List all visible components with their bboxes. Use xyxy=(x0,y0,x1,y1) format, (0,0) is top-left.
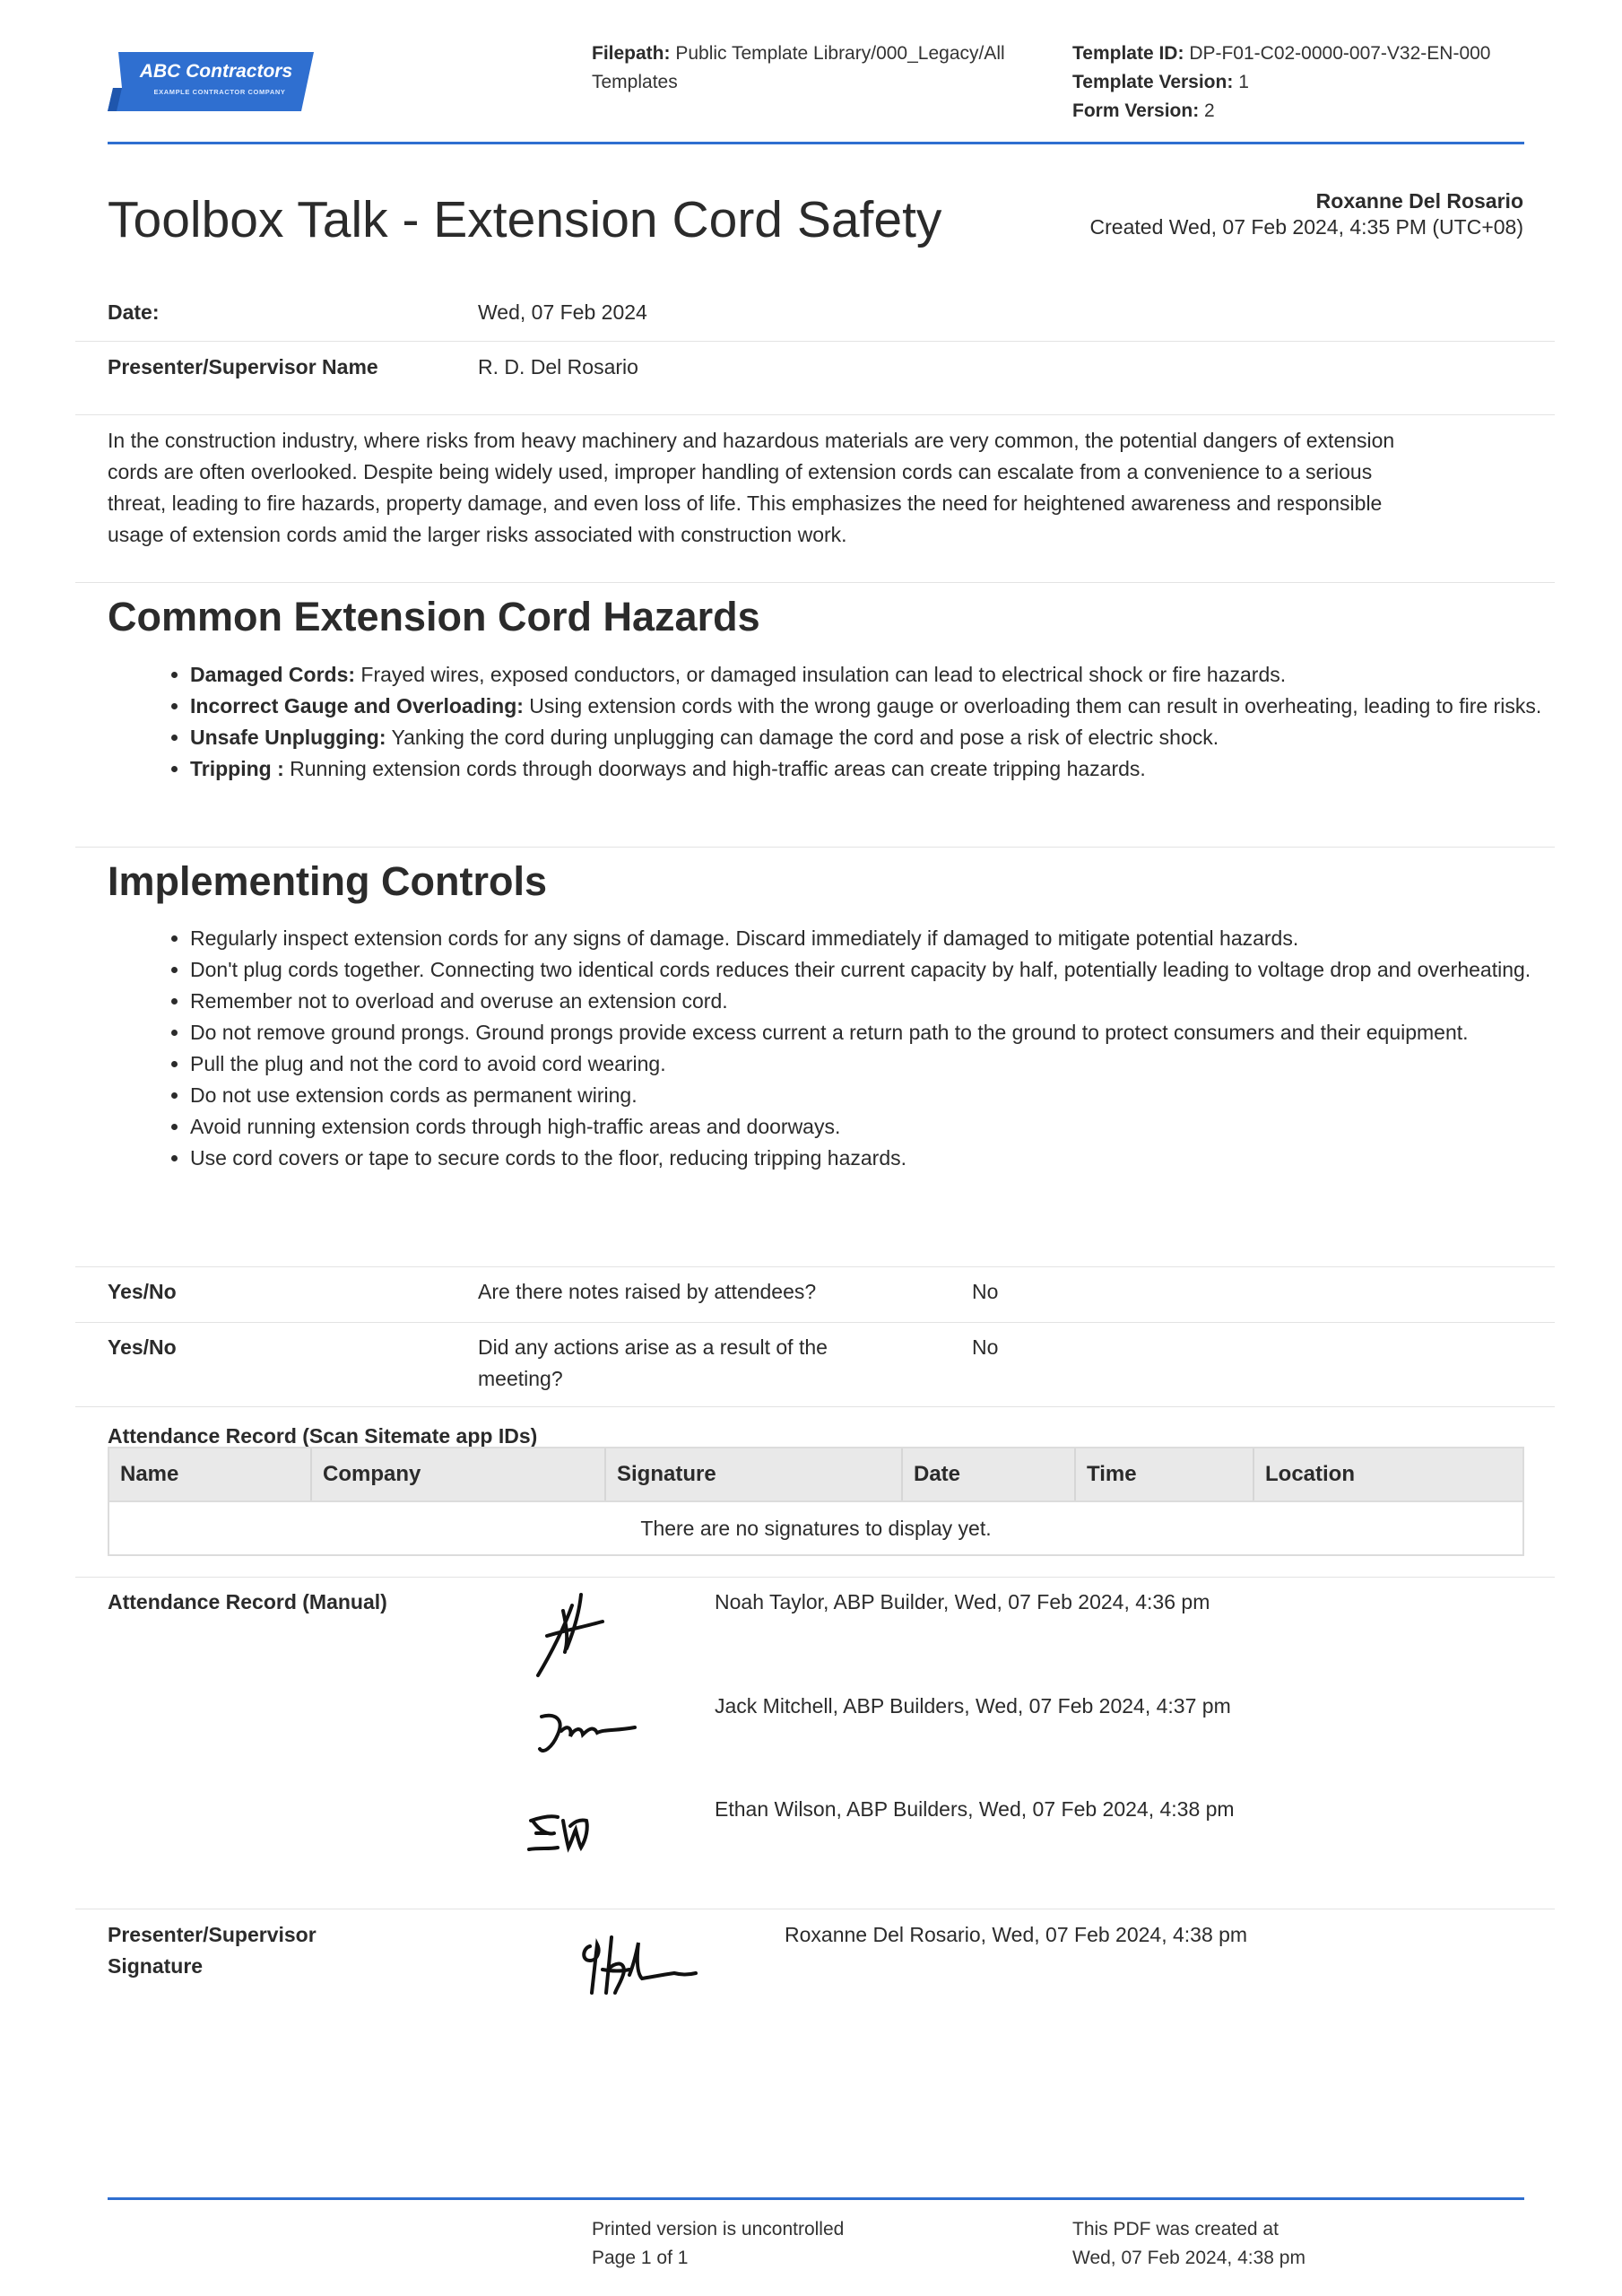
controls-heading: Implementing Controls xyxy=(108,858,548,904)
question-answer: No xyxy=(972,1335,999,1359)
page-number: Page 1 of 1 xyxy=(592,2248,689,2268)
hazard-text: Running extension cords through doorways and high-traffic areas can create tripping hazards. xyxy=(283,757,1146,780)
presenter-signature-label xyxy=(108,1919,317,1982)
date-label: Date: xyxy=(108,300,160,324)
attendance-scan-title: Attendance Record (Scan Sitemate app IDs) xyxy=(108,1424,538,1448)
hazards-list xyxy=(108,659,1607,785)
list-item: • Remember not to overload and overuse an extension cord. xyxy=(190,986,1607,1017)
list-item: • Don't plug cords together. Connecting two identical cords reduces their current capacity by half, potentially leading to voltage drop and overheating. xyxy=(190,954,1607,986)
row-divider xyxy=(75,341,1555,342)
column-header-time: Time xyxy=(1076,1448,1254,1500)
column-header-company: Company xyxy=(312,1448,606,1500)
signature-ethan-wilson xyxy=(524,1808,604,1862)
intro-paragraph xyxy=(108,425,1524,551)
row-divider xyxy=(75,414,1555,415)
row-divider xyxy=(75,1406,1555,1407)
column-header-signature: Signature xyxy=(606,1448,903,1500)
header-divider xyxy=(108,142,1524,144)
form-version-value: 2 xyxy=(1204,100,1215,121)
column-header-name: Name xyxy=(109,1448,312,1500)
logo-tagline: EXAMPLE CONTRACTOR COMPANY xyxy=(153,88,286,96)
filepath-value-line2: Templates xyxy=(592,72,678,92)
created-timestamp: Created Wed, 07 Feb 2024, 4:35 PM (UTC+08) xyxy=(1089,215,1523,239)
filepath-meta xyxy=(592,39,1058,97)
company-logo xyxy=(108,52,314,115)
controls-list xyxy=(108,923,1607,1174)
list-item: • Do not use extension cords as permanent wiring. xyxy=(190,1080,1607,1111)
filepath-value: Public Template Library/000_Legacy/All xyxy=(675,43,1005,64)
list-item: • Pull the plug and not the cord to avoid cord wearing. xyxy=(190,1048,1607,1080)
logo-title: ABC Contractors xyxy=(139,61,293,82)
signature-jack-mitchell xyxy=(534,1704,642,1767)
list-item: • Avoid running extension cords through high-traffic areas and doorways. xyxy=(190,1111,1607,1143)
presenter-signature-label-line: Signature xyxy=(108,1954,204,1978)
question-answer: No xyxy=(972,1280,999,1303)
section-divider xyxy=(75,582,1555,583)
hazard-term: Unsafe Unplugging: xyxy=(190,726,386,749)
presenter-signature-entry: Roxanne Del Rosario, Wed, 07 Feb 2024, 4:38 pm xyxy=(785,1923,1248,1946)
hazard-term: Tripping : xyxy=(190,757,284,780)
attendance-table xyxy=(108,1447,1524,1556)
hazard-text: Frayed wires, exposed conductors, or damaged insulation can lead to electrical shock or fire hazards. xyxy=(355,663,1287,686)
hazard-term: Damaged Cords: xyxy=(190,663,356,686)
list-item xyxy=(190,659,1607,691)
row-divider xyxy=(75,1322,1555,1323)
intro-line: In the construction industry, where risks from heavy machinery and hazardous materials are very common, the potential dangers of extension xyxy=(108,429,1395,452)
date-value: Wed, 07 Feb 2024 xyxy=(478,300,647,324)
document-title: Toolbox Talk - Extension Cord Safety xyxy=(108,191,942,248)
hazard-term: Incorrect Gauge and Overloading: xyxy=(190,694,524,718)
pdf-created-label: This PDF was created at xyxy=(1072,2219,1279,2239)
column-header-location: Location xyxy=(1265,1462,1355,1486)
question-text-line: meeting? xyxy=(478,1367,563,1390)
form-version-label: Form Version: xyxy=(1072,100,1200,121)
section-divider xyxy=(75,1266,1555,1267)
section-divider xyxy=(75,847,1555,848)
template-id-value: DP-F01-C02-0000-007-V32-EN-000 xyxy=(1189,43,1491,64)
question-type-label: Yes/No xyxy=(108,1280,177,1303)
attendee-entry: Jack Mitchell, ABP Builders, Wed, 07 Feb 2024, 4:37 pm xyxy=(715,1694,1231,1718)
list-item xyxy=(190,753,1607,785)
question-text: Are there notes raised by attendees? xyxy=(478,1280,817,1303)
pdf-created-value: Wed, 07 Feb 2024, 4:38 pm xyxy=(1072,2248,1305,2268)
intro-line: cords are often overlooked. Despite being widely used, improper handling of extension cords can escalate from a convenience to a serious xyxy=(108,460,1373,483)
template-id-label: Template ID: xyxy=(1072,43,1184,64)
hazard-text: Using extension cords with the wrong gauge or overloading them can result in overheating, leading to fire risks. xyxy=(523,694,1542,718)
attendee-entry: Ethan Wilson, ABP Builders, Wed, 07 Feb 2024, 4:38 pm xyxy=(715,1797,1235,1821)
author-name: Roxanne Del Rosario xyxy=(1315,189,1523,213)
signature-noah-taylor xyxy=(529,1586,628,1684)
footer-left xyxy=(592,2215,844,2273)
signature-roxanne-del-rosario xyxy=(576,1930,701,2002)
template-version-value: 1 xyxy=(1238,72,1249,92)
uncontrolled-notice: Printed version is uncontrolled xyxy=(592,2219,845,2239)
question-text xyxy=(478,1332,828,1395)
list-item: • Regularly inspect extension cords for any signs of damage. Discard immediately if damaged to mitigate potential hazards. xyxy=(190,923,1607,954)
list-item xyxy=(190,691,1607,722)
question-text-line: Did any actions arise as a result of the xyxy=(478,1335,828,1359)
list-item xyxy=(190,722,1607,753)
section-divider xyxy=(75,1577,1555,1578)
attendance-manual-title: Attendance Record (Manual) xyxy=(108,1590,387,1613)
presenter-name-value: R. D. Del Rosario xyxy=(478,355,638,378)
list-item: • Use cord covers or tape to secure cords to the floor, reducing tripping hazards. xyxy=(190,1143,1607,1174)
presenter-signature-label-line: Presenter/Supervisor xyxy=(108,1923,317,1946)
intro-line: threat, leading to fire hazards, property damage, and even loss of life. This emphasizes the need for heightened awareness and responsible xyxy=(108,491,1383,515)
document-author-block xyxy=(1090,188,1523,240)
hazards-heading: Common Extension Cord Hazards xyxy=(108,594,760,639)
table-empty-message: There are no signatures to display yet. xyxy=(109,1500,1522,1554)
template-version-label: Template Version: xyxy=(1072,72,1234,92)
attendee-entry: Noah Taylor, ABP Builder, Wed, 07 Feb 2024, 4:36 pm xyxy=(715,1590,1210,1613)
hazard-text: Yanking the cord during unplugging can damage the cord and pose a risk of electric shock. xyxy=(386,726,1219,749)
list-item: • Do not remove ground prongs. Ground prongs provide excess current a return path to the ground to protect consumers and their equipment. xyxy=(190,1017,1607,1048)
filepath-label: Filepath: xyxy=(592,43,671,64)
column-header-date: Date xyxy=(903,1448,1076,1500)
question-type-label: Yes/No xyxy=(108,1335,177,1359)
presenter-name-label: Presenter/Supervisor Name xyxy=(108,355,378,378)
table-header-row xyxy=(109,1448,1522,1500)
footer-right xyxy=(1072,2215,1305,2273)
footer-divider xyxy=(108,2197,1524,2200)
intro-line: usage of extension cords amid the larger risks associated with construction work. xyxy=(108,523,847,546)
template-meta xyxy=(1072,39,1539,126)
